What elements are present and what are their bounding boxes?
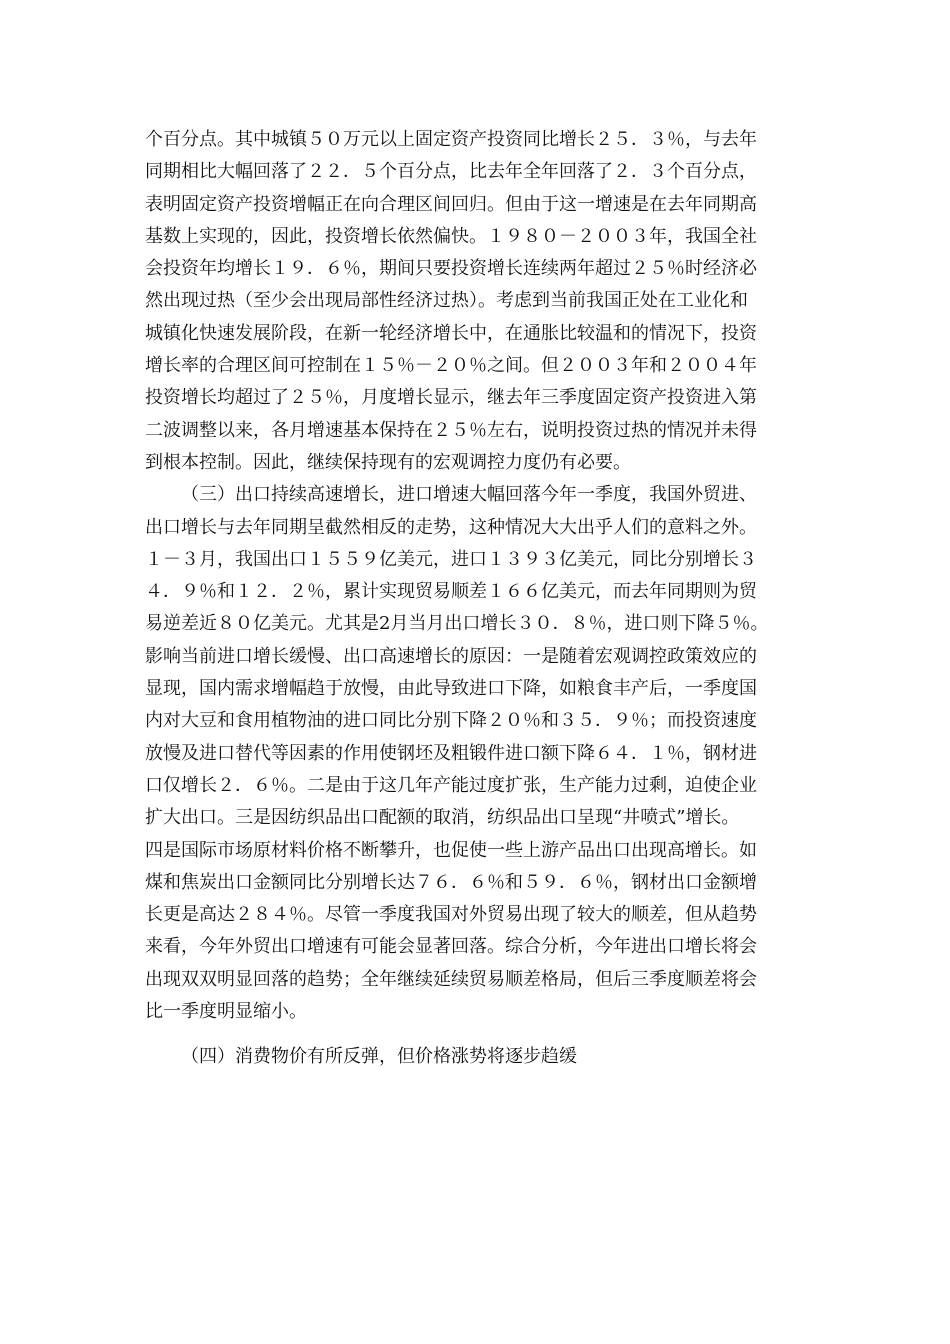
- text-line: 比一季度明显缩小。: [145, 1001, 307, 1023]
- text-line: 口仅增长２．６％。二是由于这几年产能过度扩张，生产能力过剩，迫使企业: [145, 774, 757, 796]
- text-line: 个百分点。其中城镇５０万元以上固定资产投资同比增长２５．３％，与去年: [145, 129, 757, 150]
- text-line: 会投资年均增长１９．６％，期间只要投资增长连续两年超过２５％时经济必: [145, 258, 757, 280]
- text-line: 煤和焦炭出口金额同比分别增长达７６．６％和５９．６％，钢材出口金额增: [145, 871, 757, 893]
- text-line: 城镇化快速发展阶段，在新一轮经济增长中，在通胀比较温和的情况下，投资: [145, 322, 757, 344]
- text-line: 然出现过热（至少会出现局部性经济过热）。考虑到当前我国正处在工业化和: [145, 290, 748, 312]
- text-line: 出现双双明显回落的趋势；全年继续延续贸易顺差格局，但后三季度顺差将会: [145, 968, 757, 990]
- document-body: [145, 124, 825, 1074]
- text-line: 基数上实现的，因此，投资增长依然偏快。１９８０－２００３年，我国全社: [145, 225, 757, 247]
- text-line: 出口增长与去年同期呈截然相反的走势，这种情况大大出乎人们的意料之外。: [145, 516, 757, 538]
- text-line: 显现，国内需求增幅趋于放慢，由此导致进口下降，如粮食丰产后，一季度国: [145, 678, 757, 700]
- paragraph-investment: [145, 124, 825, 479]
- paragraph-trade: [145, 479, 825, 1028]
- text-line: 易逆差近８０亿美元。尤其是2月当月出口增长３０．８％，进口则下降５％。: [145, 613, 769, 635]
- paragraph-prices: [145, 1041, 825, 1073]
- text-line: 表明固定资产投资增幅正在向合理区间回归。但由于这一增速是在去年同期高: [145, 193, 757, 215]
- text-line: 来看，今年外贸出口增速有可能会显著回落。综合分析，今年进出口增长将会: [145, 936, 757, 958]
- text-line: ４．９％和１２．２％，累计实现贸易顺差１６６亿美元，而去年同期则为贸: [145, 581, 757, 603]
- text-line: 长更是高达２８４％。尽管一季度我国对外贸易出现了较大的顺差，但从趋势: [145, 904, 757, 926]
- text-line: 内对大豆和食用植物油的进口同比分别下降２０％和３５．９％；而投资速度: [145, 710, 757, 732]
- text-line: 增长率的合理区间可控制在１５％－２０％之间。但２００３年和２００４年: [145, 355, 757, 377]
- paragraph-spacer: [145, 1028, 825, 1041]
- text-line: 四是国际市场原材料价格不断攀升，也促使一些上游产品出口出现高增长。如: [145, 839, 757, 861]
- text-line: 同期相比大幅回落了２２．５个百分点，比去年全年回落了２．３个百分点，: [145, 161, 757, 183]
- text-line: 投资增长均超过了２５％，月度增长显示，继去年三季度固定资产投资进入第: [145, 387, 757, 409]
- text-line: 二波调整以来，各月增速基本保持在２５％左右，说明投资过热的情况并未得: [145, 419, 757, 441]
- text-line: 扩大出口。三是因纺织品出口配额的取消，纺织品出口呈现“井喷式”增长。: [145, 807, 740, 829]
- text-line: 影响当前进口增长缓慢、出口高速增长的原因：一是随着宏观调控政策效应的: [145, 645, 757, 667]
- text-line: １－３月，我国出口１５５９亿美元，进口１３９３亿美元，同比分别增长３: [145, 548, 757, 570]
- section-heading-4: （四）消费物价有所反弹，但价格涨势将逐步趋缓: [181, 1046, 577, 1068]
- section-heading-3: （三）出口持续高速增长，进口增速大幅回落今年一季度，我国外贸进、: [181, 484, 757, 506]
- text-line: 放慢及进口替代等因素的作用使钢坯及粗锻件进口额下降６４．１％，钢材进: [145, 742, 757, 764]
- text-line: 到根本控制。因此，继续保持现有的宏观调控力度仍有必要。: [145, 451, 631, 473]
